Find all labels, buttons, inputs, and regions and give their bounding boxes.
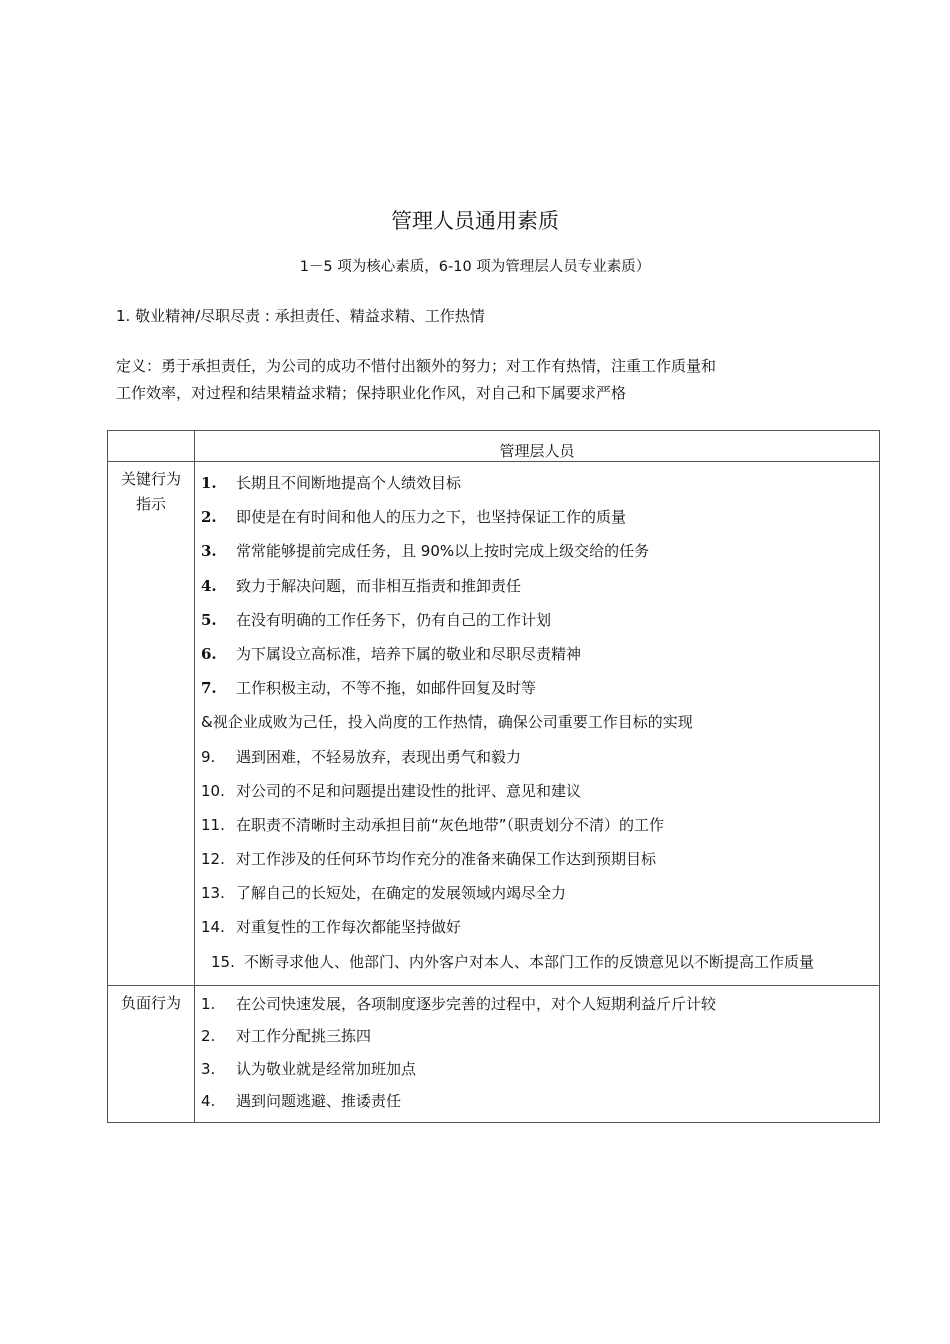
- item-text: 对工作分配挑三拣四: [236, 1027, 372, 1046]
- item-text: 对重复性的工作每次都能坚持做好: [236, 918, 462, 937]
- item-text: 不断寻求他人、他部门、内外客户对本人、本部门工作的反馈意见以不断提高工作质量: [244, 952, 815, 971]
- item-number: 9.: [201, 747, 216, 766]
- key-behaviors-row: [108, 462, 880, 986]
- item-text: 长期且不间断地提高个人绩效目标: [236, 474, 462, 492]
- list-item: [201, 500, 879, 534]
- definition-line: 定义：勇于承担责任，为公司的成功不惜付出额外的努力；对工作有热情，注重工作质量和: [116, 357, 717, 375]
- item-number: 6.: [201, 644, 217, 663]
- item-text: 遇到困难，不轻易放弃，表现出勇气和毅力: [236, 747, 522, 766]
- key-label-line: 指示: [135, 495, 166, 513]
- list-item: [201, 842, 879, 876]
- section-heading: 1. 敬业精神/尽职尽责 : 承担责任、精益求精、工作热情: [116, 307, 485, 325]
- page-title: 管理人员通用素质: [391, 209, 559, 233]
- list-item: [201, 705, 879, 739]
- item-number: 1.: [201, 474, 217, 492]
- item-number: 11.: [201, 815, 225, 834]
- item-text: 致力于解决问题，而非相互指责和推卸责任: [236, 576, 522, 595]
- item-number: 13.: [201, 884, 225, 903]
- list-item: [201, 1053, 879, 1086]
- item-number: 5.: [201, 610, 217, 629]
- behavior-table: [107, 430, 880, 1123]
- negative-behaviors-list: [195, 986, 879, 1122]
- list-item: [201, 1020, 879, 1053]
- item-number: 7.: [201, 679, 217, 698]
- list-item: [201, 466, 879, 500]
- item-number: 2.: [201, 508, 217, 527]
- list-item: [201, 671, 879, 705]
- item-text: 即使是在有时间和他人的压力之下，也坚持保证工作的质量: [236, 508, 627, 527]
- item-text: 在职责不清晰时主动承担目前“灰色地带”（职责划分不清）的工作: [236, 815, 665, 834]
- item-text: 在没有明确的工作任务下，仍有自己的工作计划: [236, 610, 552, 629]
- item-text: 工作积极主动，不等不拖，如邮件回复及时等: [236, 679, 537, 698]
- list-item: [201, 945, 879, 979]
- list-item: [201, 534, 879, 568]
- list-item: [201, 637, 879, 671]
- table-header-row: [108, 431, 880, 462]
- key-behaviors-label-cell: [108, 462, 195, 986]
- header-cell: [195, 431, 880, 462]
- item-text: 在公司快速发展，各项制度逐步完善的过程中，对个人短期利益斤斤计较: [236, 994, 717, 1013]
- list-item: [201, 774, 879, 808]
- item-number: 14.: [201, 918, 225, 937]
- item-text: &视企业成败为己任，投入尚度的工作热情，确保公司重要工作目标的实现: [201, 713, 693, 732]
- negative-behaviors-list-cell: [195, 985, 880, 1122]
- item-number: 3.: [201, 1059, 216, 1078]
- list-item: [201, 603, 879, 637]
- item-number: 2.: [201, 1027, 216, 1046]
- key-label-line: 关键行为: [120, 470, 181, 488]
- item-text: 为下属设立高标准，培养下属的敬业和尽职尽责精神: [236, 644, 582, 663]
- key-behaviors-list: [195, 462, 879, 985]
- list-item: [201, 988, 879, 1021]
- page-subtitle: 1－5 项为核心素质，6-10 项为管理层人员专业素质）: [299, 259, 651, 275]
- item-text: 常常能够提前完成任务，且 90%以上按时完成上级交给的任务: [236, 542, 650, 561]
- item-number: 15.: [211, 952, 235, 971]
- list-item: [201, 740, 879, 774]
- list-item: [201, 569, 879, 603]
- header-empty-cell: [108, 431, 195, 462]
- item-number: 4.: [201, 576, 217, 595]
- item-number: 10.: [201, 781, 225, 800]
- item-number: 1.: [201, 994, 216, 1013]
- definition-paragraph: [116, 353, 836, 407]
- item-text: 了解自己的长短处，在确定的发展领域内竭尽全力: [236, 884, 567, 903]
- item-number: 4.: [201, 1092, 216, 1111]
- definition-line: 工作效率，对过程和结果精益求精；保持职业化作风，对自己和下属要求严格: [116, 384, 627, 402]
- item-text: 对工作涉及的任何环节均作充分的准备来确保工作达到预期目标: [236, 850, 657, 869]
- item-text: 认为敬业就是经常加班加点: [236, 1059, 417, 1078]
- key-behaviors-list-cell: [195, 462, 880, 986]
- item-text: 遇到问题逃避、推诿责任: [236, 1092, 402, 1111]
- list-item: [201, 876, 879, 910]
- list-item: [201, 808, 879, 842]
- list-item: [201, 1085, 879, 1118]
- negative-behaviors-row: [108, 985, 880, 1122]
- item-number: 12.: [201, 850, 225, 869]
- negative-behaviors-label-cell: [108, 985, 195, 1122]
- item-number: 3.: [201, 542, 217, 561]
- header-label: 管理层人员: [499, 442, 575, 460]
- item-text: 对公司的不足和问题提出建设性的批评、意见和建议: [236, 781, 582, 800]
- list-item: [201, 910, 879, 944]
- negative-label: 负面行为: [120, 993, 181, 1012]
